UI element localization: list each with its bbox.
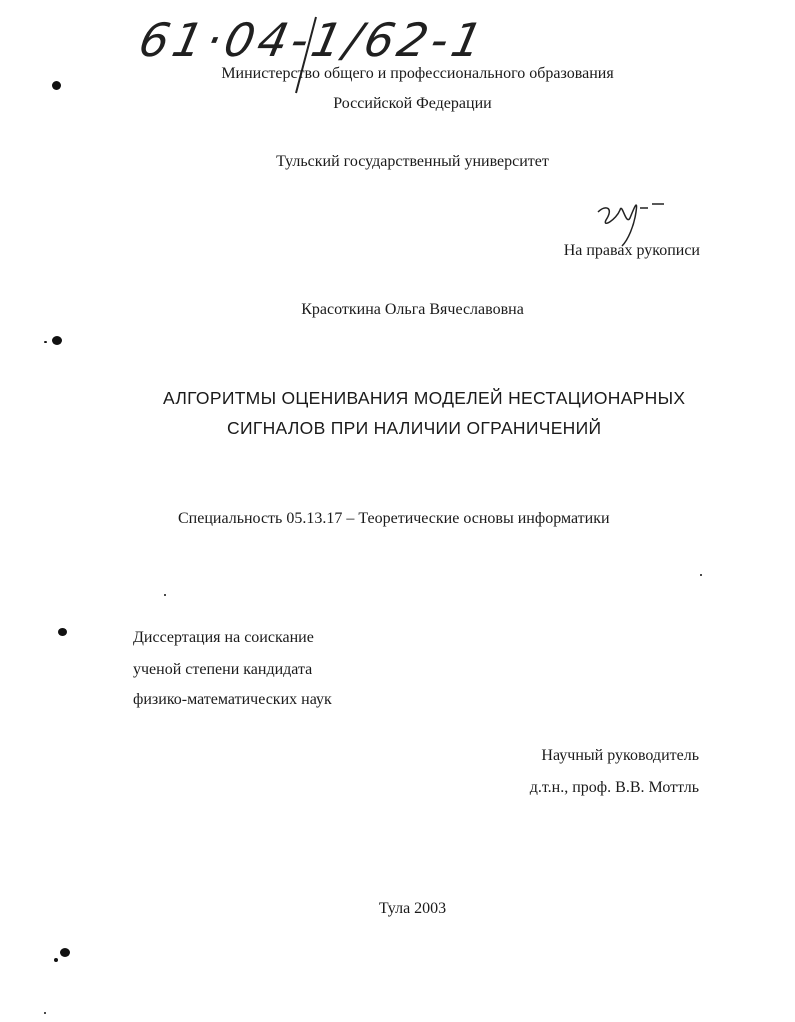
scan-speck — [58, 628, 67, 636]
manuscript-rights: На правах рукописи — [563, 242, 700, 259]
ministry-line-2: Российской Федерации — [333, 95, 492, 112]
supervisor-label: Научный руководитель — [541, 747, 699, 764]
scan-speck — [60, 948, 70, 957]
dissertation-line-1: Диссертация на соискание — [133, 629, 314, 646]
dissertation-title-line-1: АЛГОРИТМЫ ОЦЕНИВАНИЯ МОДЕЛЕЙ НЕСТАЦИОНАРНЫХ — [163, 388, 686, 408]
scan-speck — [54, 958, 58, 962]
university-name: Тульский государственный университет — [276, 153, 549, 170]
dissertation-line-2: ученой степени кандидата — [133, 661, 313, 678]
city-year: Тула 2003 — [378, 900, 447, 917]
dissertation-line-3: физико-математических наук — [133, 691, 332, 708]
scan-speck — [52, 81, 61, 90]
dissertation-title-line-2: СИГНАЛОВ ПРИ НАЛИЧИИ ОГРАНИЧЕНИЙ — [227, 418, 602, 438]
author-name: Красоткина Ольга Вячеславовна — [301, 301, 524, 318]
scan-speck — [52, 336, 62, 345]
handwritten-catalog-number: 61·04-1/62-1 — [134, 13, 492, 67]
scan-speck — [44, 341, 47, 343]
scan-speck — [44, 1012, 46, 1014]
scan-speck — [700, 574, 702, 576]
scan-speck — [164, 594, 166, 596]
specialty: Специальность 05.13.17 – Теоретические основы информатики — [178, 510, 610, 527]
ministry-line-1: Министерство общего и профессионального образования — [221, 65, 614, 82]
supervisor-name: д.т.н., проф. В.В. Моттль — [529, 779, 699, 796]
